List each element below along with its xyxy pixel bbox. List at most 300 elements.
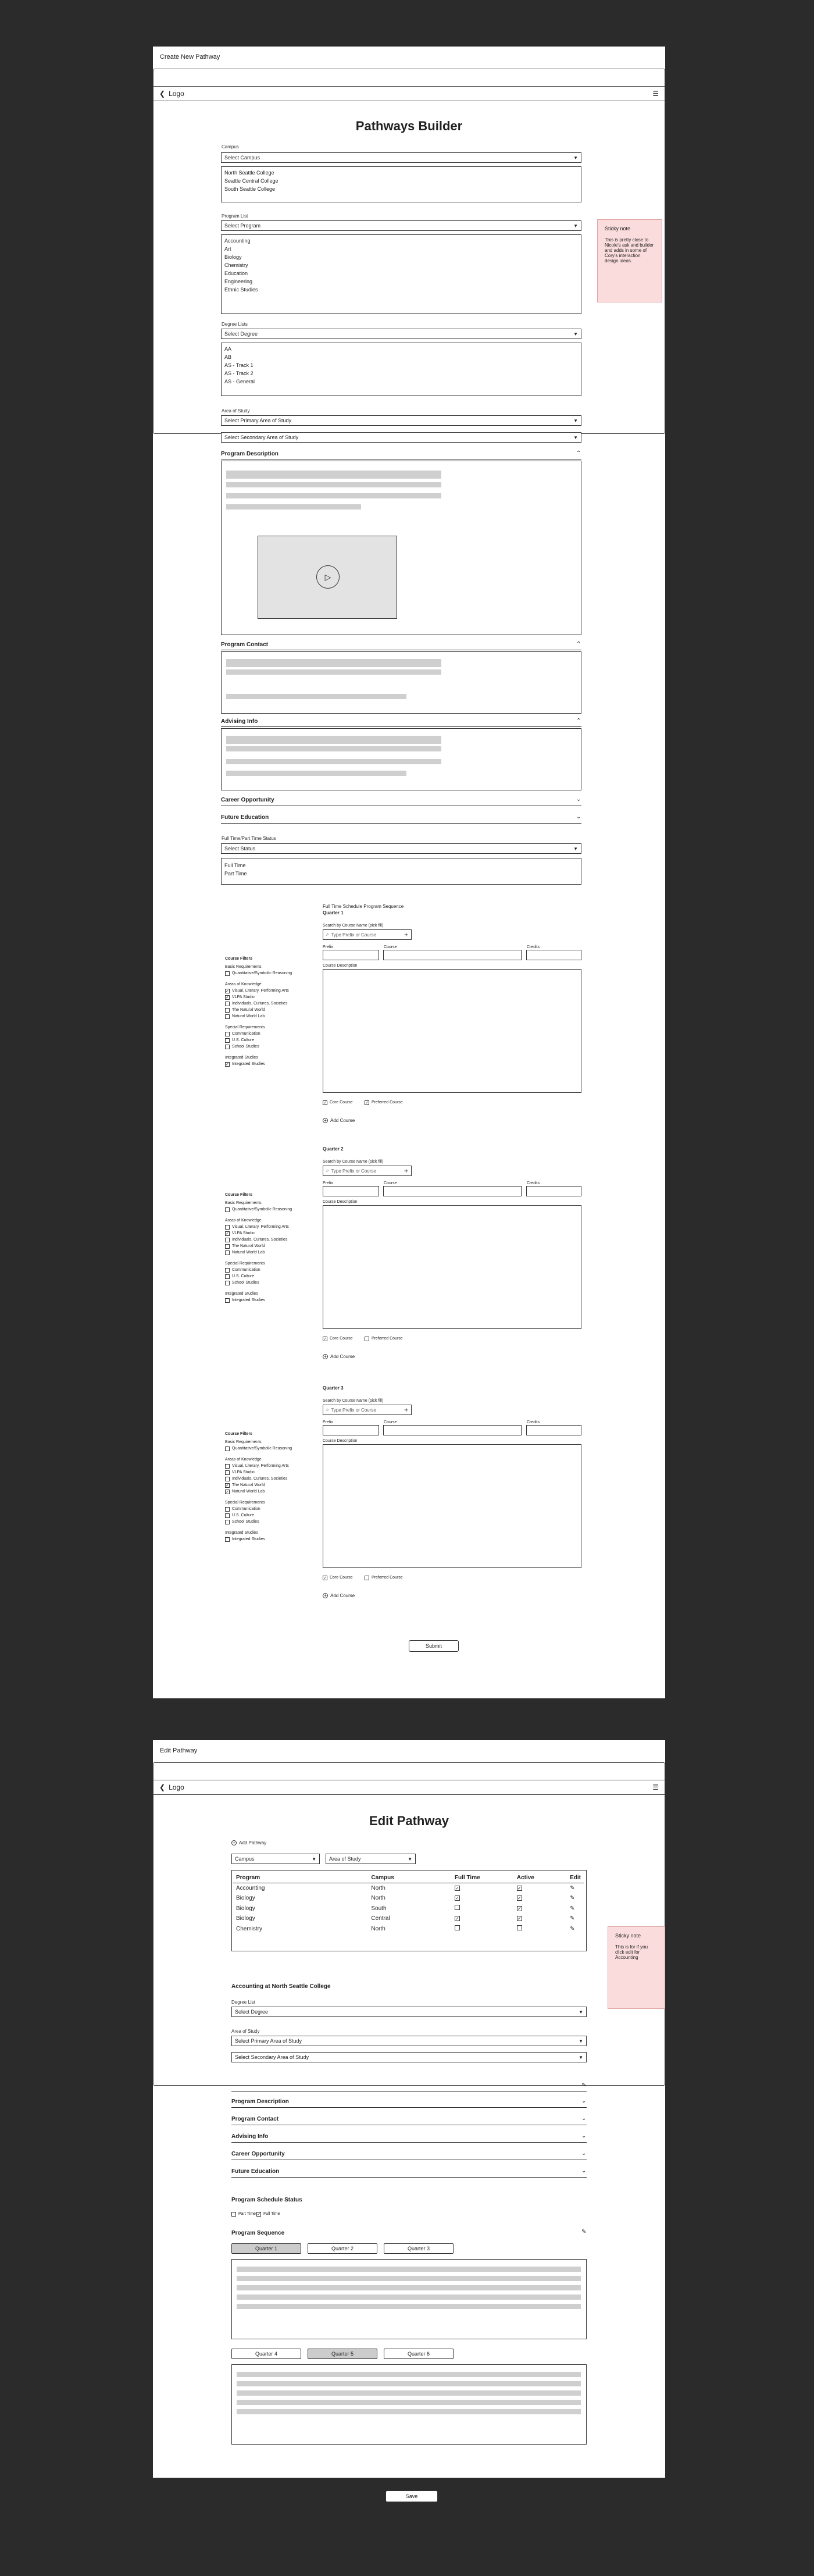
active-checkbox[interactable]: ✓: [517, 1905, 522, 1911]
filter-label: School Studies: [232, 1045, 259, 1049]
program-label: Program List: [222, 213, 248, 219]
campus-cell: South: [371, 1905, 387, 1912]
description-label: Course Description: [323, 1439, 358, 1443]
filter-label: Individuals, Cultures, Societies: [232, 1477, 288, 1481]
plus-icon[interactable]: +: [404, 1167, 408, 1175]
full-time-checkbox[interactable]: ✓: [455, 1916, 459, 1921]
logo[interactable]: Logo: [169, 90, 184, 98]
chevron-down-icon[interactable]: ⌄: [581, 2098, 587, 2104]
filter-checkbox[interactable]: ✓: [226, 1484, 229, 1488]
divider: [231, 2091, 587, 2092]
full-time-checkbox[interactable]: [455, 1905, 460, 1910]
degree-label: Degree List: [231, 2000, 255, 2005]
chevron-down-icon[interactable]: ⌄: [581, 2150, 587, 2157]
placeholder-bar: [226, 746, 441, 751]
filter-label: School Studies: [232, 1520, 259, 1524]
status-selected: Select Status: [224, 846, 256, 851]
create-pathway-frame: [153, 47, 665, 1698]
special-heading: Special Requirements: [225, 1025, 265, 1029]
program-options: [221, 234, 581, 314]
degree-options: [221, 343, 581, 396]
schedule-title: Full Time Schedule Program Sequence: [323, 904, 404, 909]
campus-cell: North: [371, 1895, 385, 1901]
filter-checkbox[interactable]: [225, 1225, 230, 1230]
schedule-status-title: Program Schedule Status: [231, 2197, 302, 2203]
placeholder-bar: [237, 2409, 581, 2414]
filter-label: Individuals, Cultures, Societies: [232, 1238, 288, 1242]
search-icon: ⌕: [326, 1168, 329, 1173]
edit-cell: [566, 1923, 584, 1934]
section-program-contact[interactable]: Program Contact: [221, 642, 269, 648]
caret-down-icon: ▼: [579, 2038, 583, 2044]
chevron-down-icon[interactable]: ⌄: [576, 796, 581, 803]
tab-quarter[interactable]: Quarter 6: [384, 2349, 454, 2359]
prefix-input[interactable]: [323, 950, 379, 960]
full-time-checkbox[interactable]: ✓: [257, 2212, 260, 2217]
chevron-up-icon[interactable]: ⌃: [576, 450, 581, 457]
sequence-panel-2: [231, 2364, 587, 2445]
course-description-input[interactable]: [323, 1205, 581, 1329]
credits-input[interactable]: [526, 1186, 581, 1196]
full-time-checkbox[interactable]: ✓: [455, 1896, 459, 1901]
course-description-input[interactable]: [323, 1444, 581, 1568]
play-icon[interactable]: ▷: [316, 565, 340, 589]
preferred-course-checkbox[interactable]: [365, 1337, 369, 1341]
core-course-checkbox[interactable]: ✓: [323, 1101, 327, 1105]
course-input[interactable]: [383, 1425, 522, 1435]
filter-checkbox[interactable]: [225, 1281, 230, 1285]
prefix-input[interactable]: [323, 1186, 379, 1196]
chevron-down-icon[interactable]: ⌄: [581, 2168, 587, 2174]
area-filter-value: Area of Study: [329, 1856, 361, 1862]
filter-checkbox[interactable]: ✓: [226, 996, 229, 1000]
placeholder-bar: [226, 669, 441, 675]
filter-checkbox[interactable]: [225, 1464, 230, 1469]
navbar: [153, 1780, 665, 1795]
active-cell: [513, 1914, 566, 1923]
divider: [221, 726, 581, 727]
secondary-area-select[interactable]: [231, 2052, 587, 2062]
placeholder-bar: [237, 2285, 581, 2290]
preferred-course-label: Preferred Course: [372, 1337, 403, 1341]
filter-checkbox[interactable]: [225, 1014, 230, 1019]
full-time-cell: [451, 1883, 513, 1894]
placeholder-bar: [237, 2400, 581, 2405]
filter-label: U.S. Culture: [232, 1274, 255, 1278]
core-course-label: Core Course: [330, 1100, 353, 1104]
search-icon: ⌕: [326, 932, 329, 937]
filter-checkbox[interactable]: [225, 1032, 230, 1036]
tab-quarter[interactable]: Quarter 4: [231, 2349, 301, 2359]
primary-area-select[interactable]: [231, 2036, 587, 2046]
full-time-checkbox[interactable]: [455, 1925, 460, 1930]
add-course-button[interactable]: [323, 1593, 355, 1598]
edit-cell: [566, 1883, 584, 1894]
tab-quarter[interactable]: Quarter 1: [231, 2243, 301, 2254]
filters-title: Course Filters: [225, 1193, 253, 1197]
add-pathway-button[interactable]: [231, 1840, 266, 1845]
caret-down-icon: ▼: [408, 1856, 412, 1862]
filter-checkbox[interactable]: ✓: [226, 989, 229, 993]
degree-option[interactable]: AB: [224, 354, 232, 360]
program-option[interactable]: Ethnic Studies: [224, 287, 258, 293]
section-program-description[interactable]: Program Description: [231, 2098, 289, 2105]
course-input[interactable]: [383, 950, 522, 960]
filter-checkbox[interactable]: [225, 1207, 230, 1212]
filter-label: Quantitative/Symbolic Reasoning: [232, 1446, 292, 1451]
add-course-label: Add Course: [330, 1118, 355, 1123]
active-checkbox[interactable]: ✓: [517, 1886, 522, 1891]
chevron-left-icon[interactable]: ❮: [159, 90, 166, 98]
full-time-cell: [451, 1893, 513, 1903]
filter-checkbox[interactable]: [225, 1238, 230, 1242]
preferred-course-label: Preferred Course: [372, 1576, 403, 1580]
program-select[interactable]: [221, 220, 581, 231]
placeholder-bar: [226, 659, 441, 667]
section-advising-info[interactable]: Advising Info: [221, 718, 258, 725]
placeholder-bar: [226, 694, 406, 699]
status-label: Full Time/Part Time Status: [222, 836, 276, 841]
program-cell: Accounting: [236, 1885, 265, 1891]
table-header: Campus: [367, 1873, 451, 1883]
pathway-table: [233, 1873, 584, 1934]
filter-checkbox[interactable]: [225, 1038, 230, 1043]
basic-requirements-heading: Basic Requirements: [225, 1201, 262, 1205]
caret-down-icon: ▼: [573, 846, 578, 851]
sticky-title: Sticky note: [615, 1933, 641, 1939]
plus-icon[interactable]: +: [404, 931, 408, 939]
preferred-course-checkbox[interactable]: [365, 1576, 369, 1580]
table-row[interactable]: [233, 1903, 584, 1914]
active-cell: [513, 1903, 566, 1914]
campus-cell: North: [371, 1885, 385, 1891]
credits-input[interactable]: [526, 950, 581, 960]
edit-cell: [566, 1914, 584, 1923]
active-cell: [513, 1883, 566, 1894]
chevron-up-icon[interactable]: ⌃: [576, 641, 581, 647]
advising-content: [221, 728, 581, 790]
filter-label: The Natural World: [232, 1008, 265, 1012]
pencil-icon[interactable]: ✎: [570, 1915, 575, 1922]
preferred-course-label: Preferred Course: [372, 1100, 403, 1104]
active-checkbox[interactable]: ✓: [517, 1916, 522, 1921]
filter-checkbox[interactable]: [225, 1045, 230, 1049]
filter-label: U.S. Culture: [232, 1038, 255, 1042]
program-option[interactable]: Biology: [224, 254, 242, 260]
filter-checkbox[interactable]: ✓: [226, 1063, 229, 1067]
areas-heading: Areas of Knowledge: [225, 1218, 262, 1223]
filter-label: Individuals, Cultures, Societies: [232, 1002, 288, 1006]
prefix-input[interactable]: [323, 1425, 379, 1435]
table-header: Program: [233, 1873, 367, 1883]
submit-button[interactable]: Submit: [409, 1640, 459, 1652]
tab-quarter[interactable]: Quarter 3: [384, 2243, 454, 2254]
page-title: Pathways Builder: [355, 119, 463, 133]
active-checkbox[interactable]: ✓: [517, 1896, 522, 1901]
primary-area-select[interactable]: [221, 415, 581, 426]
degree-option[interactable]: AS - General: [224, 379, 255, 384]
save-button[interactable]: Save: [385, 2491, 438, 2502]
logo[interactable]: Logo: [169, 1783, 184, 1791]
placeholder-bar: [226, 759, 441, 764]
full-time-cell: [451, 1914, 513, 1923]
core-course-checkbox[interactable]: ✓: [323, 1337, 327, 1341]
filter-checkbox[interactable]: [225, 1537, 230, 1542]
secondary-area-selected: Select Secondary Area of Study: [235, 2054, 309, 2060]
divider: [231, 2177, 587, 2178]
degree-option[interactable]: AS - Track 2: [224, 370, 254, 376]
program-cell: Biology: [236, 1905, 255, 1912]
primary-area-selected: Select Primary Area of Study: [224, 418, 292, 423]
course-search[interactable]: [323, 1166, 412, 1176]
filter-label: Visual, Literary, Performing Arts: [232, 1464, 289, 1468]
program-option[interactable]: Art: [224, 246, 231, 252]
filter-checkbox[interactable]: [225, 1002, 230, 1006]
filter-checkbox[interactable]: [225, 1446, 230, 1451]
filter-checkbox[interactable]: [225, 1298, 230, 1303]
program-selected: Select Program: [224, 223, 261, 229]
table-row[interactable]: [233, 1914, 584, 1923]
filter-checkbox[interactable]: ✓: [226, 1232, 229, 1236]
table-row[interactable]: [233, 1883, 584, 1894]
campus-cell: North: [371, 1925, 385, 1932]
degree-select[interactable]: [231, 2007, 587, 2017]
search-icon: ⌕: [326, 1407, 329, 1412]
status-option[interactable]: Full Time: [224, 863, 246, 868]
filter-label: Natural World Lab: [232, 1014, 265, 1018]
full-time-cell: [451, 1903, 513, 1914]
filter-checkbox[interactable]: [225, 1274, 230, 1279]
campus-filter[interactable]: [231, 1854, 320, 1864]
integrated-heading: Integrated Studies: [225, 1531, 258, 1535]
sequence-panel-1: [231, 2259, 587, 2339]
filter-label: Natural World Lab: [232, 1250, 265, 1255]
prefix-label: Prefix: [323, 945, 333, 949]
core-course-label: Core Course: [330, 1337, 353, 1341]
section-program-contact[interactable]: Program Contact: [231, 2116, 279, 2122]
active-cell: [513, 1893, 566, 1903]
filter-checkbox[interactable]: ✓: [226, 1490, 229, 1494]
quarter-title: Quarter 1: [323, 910, 344, 915]
campus-option[interactable]: Seattle Central College: [224, 178, 279, 184]
status-select[interactable]: [221, 843, 581, 854]
filter-checkbox[interactable]: [225, 1470, 230, 1475]
plus-icon[interactable]: +: [404, 1406, 408, 1414]
program-option[interactable]: Engineering: [224, 279, 253, 284]
chevron-up-icon[interactable]: ⌃: [576, 718, 581, 724]
caret-down-icon: ▼: [573, 155, 578, 161]
filters-title: Course Filters: [225, 1432, 253, 1436]
filter-label: School Studies: [232, 1281, 259, 1285]
section-career-opportunity[interactable]: Career Opportunity: [221, 797, 274, 803]
caret-down-icon: ▼: [573, 331, 578, 337]
secondary-area-selected: Select Secondary Area of Study: [224, 434, 299, 440]
filter-checkbox[interactable]: [225, 1507, 230, 1512]
campus-select[interactable]: [221, 152, 581, 163]
search-label: Search by Course Name (pick fill): [323, 924, 384, 928]
add-course-button[interactable]: [323, 1118, 355, 1123]
program-cell: Chemistry: [236, 1925, 263, 1932]
pencil-icon[interactable]: ✎: [570, 1905, 575, 1912]
section-program-description[interactable]: Program Description: [221, 451, 279, 457]
edit-cell: [566, 1893, 584, 1903]
placeholder-bar: [226, 471, 441, 479]
part-time-checkbox[interactable]: [231, 2212, 236, 2217]
description-content: [221, 461, 581, 635]
filter-label: VLPA Studio: [232, 995, 255, 999]
chevron-left-icon[interactable]: ❮: [159, 1783, 166, 1791]
search-placeholder: Type Prefix or Course: [331, 1168, 376, 1174]
add-course-label: Add Course: [330, 1593, 355, 1598]
core-course-label: Core Course: [330, 1576, 353, 1580]
area-filter[interactable]: [326, 1854, 416, 1864]
table-row[interactable]: [233, 1893, 584, 1903]
placeholder-bar: [237, 2267, 581, 2272]
edit-cell: [566, 1903, 584, 1914]
sticky-note: [597, 219, 662, 302]
course-label: Course: [384, 945, 397, 949]
placeholder-bar: [237, 2390, 581, 2396]
degree-option[interactable]: AS - Track 1: [224, 362, 254, 368]
core-course-checkbox[interactable]: ✓: [323, 1576, 327, 1580]
placeholder-bar: [237, 2372, 581, 2377]
chevron-down-icon[interactable]: ⌄: [581, 2133, 587, 2139]
filter-checkbox[interactable]: [225, 1268, 230, 1273]
preferred-course-checkbox[interactable]: ✓: [365, 1101, 369, 1105]
section-advising-info[interactable]: Advising Info: [231, 2133, 269, 2140]
pencil-icon[interactable]: ✎: [570, 1895, 575, 1901]
credits-input[interactable]: [526, 1425, 581, 1435]
filter-label: Visual, Literary, Performing Arts: [232, 1225, 289, 1229]
status-options: [221, 858, 581, 885]
degree-option[interactable]: AA: [224, 346, 232, 352]
filter-label: Integrated Studies: [232, 1062, 265, 1066]
pencil-icon[interactable]: ✎: [581, 2229, 587, 2235]
campus-option[interactable]: South Seattle College: [224, 186, 276, 192]
chevron-down-icon[interactable]: ⌄: [581, 2115, 587, 2122]
credits-label: Credits: [527, 1420, 540, 1424]
campus-cell: Central: [371, 1915, 390, 1922]
filter-checkbox[interactable]: [225, 1244, 230, 1249]
filter-checkbox[interactable]: [225, 1477, 230, 1481]
pencil-icon[interactable]: ✎: [570, 1925, 575, 1932]
sticky-body: This is for if you click edit for Accounting: [615, 1944, 648, 1960]
pencil-icon[interactable]: ✎: [570, 1885, 575, 1891]
course-search[interactable]: [323, 1405, 412, 1415]
contact-content: [221, 651, 581, 714]
program-option[interactable]: Accounting: [224, 238, 251, 244]
description-label: Course Description: [323, 1200, 358, 1204]
tab-quarter[interactable]: Quarter 5: [308, 2349, 377, 2359]
placeholder-bar: [226, 493, 441, 498]
search-placeholder: Type Prefix or Course: [331, 1407, 376, 1413]
program-cell: Biology: [236, 1915, 255, 1922]
full-time-checkbox[interactable]: ✓: [455, 1886, 459, 1891]
degree-label: Degree Lists: [222, 322, 248, 327]
filter-label: VLPA Studio: [232, 1231, 255, 1235]
campus-selected: Select Campus: [224, 155, 260, 161]
filter-label: The Natural World: [232, 1244, 265, 1248]
section-career-opportunity[interactable]: Career Opportunity: [231, 2151, 285, 2157]
course-search[interactable]: [323, 929, 412, 940]
placeholder-bar: [237, 2276, 581, 2281]
tab-quarter[interactable]: Quarter 2: [308, 2243, 377, 2254]
placeholder-bar: [226, 482, 441, 487]
add-course-button[interactable]: [323, 1354, 355, 1359]
page-title: Edit Pathway: [369, 1813, 449, 1828]
sticky-title: Sticky note: [605, 226, 631, 231]
degree-select[interactable]: [221, 329, 581, 339]
table-header: Active: [513, 1873, 566, 1883]
filter-checkbox[interactable]: [225, 971, 230, 976]
placeholder-bar: [237, 2381, 581, 2386]
program-sequence-title: Program Sequence: [231, 2230, 285, 2236]
quarter-title: Quarter 2: [323, 1146, 344, 1152]
chevron-down-icon[interactable]: ⌄: [576, 814, 581, 820]
campus-option[interactable]: North Seattle College: [224, 170, 274, 176]
areas-heading: Areas of Knowledge: [225, 982, 262, 986]
integrated-heading: Integrated Studies: [225, 1056, 258, 1060]
placeholder-bar: [237, 2294, 581, 2300]
course-label: Course: [384, 1181, 397, 1185]
caret-down-icon: ▼: [579, 2009, 583, 2015]
filter-checkbox[interactable]: [225, 1250, 230, 1255]
search-label: Search by Course Name (pick fill): [323, 1160, 384, 1164]
prefix-label: Prefix: [323, 1420, 333, 1424]
course-description-input[interactable]: [323, 969, 581, 1093]
status-option[interactable]: Part Time: [224, 871, 247, 877]
filter-label: Integrated Studies: [232, 1537, 265, 1541]
filter-checkbox[interactable]: [225, 1513, 230, 1518]
basic-requirements-heading: Basic Requirements: [225, 965, 262, 969]
degree-selected: Select Degree: [235, 2009, 269, 2015]
description-label: Course Description: [323, 964, 358, 968]
program-option[interactable]: Education: [224, 270, 248, 276]
program-option[interactable]: Chemistry: [224, 262, 248, 268]
filter-label: Integrated Studies: [232, 1298, 265, 1302]
caret-down-icon: ▼: [573, 434, 578, 440]
credits-label: Credits: [527, 945, 540, 949]
table-row[interactable]: [233, 1923, 584, 1934]
hamburger-icon[interactable]: ☰: [652, 90, 659, 98]
filter-checkbox[interactable]: [225, 1008, 230, 1013]
course-input[interactable]: [383, 1186, 522, 1196]
special-heading: Special Requirements: [225, 1501, 265, 1505]
secondary-area-select[interactable]: [221, 432, 581, 443]
placeholder-bar: [226, 771, 406, 776]
credits-label: Credits: [527, 1181, 540, 1185]
filter-label: Communication: [232, 1032, 260, 1036]
active-checkbox[interactable]: [517, 1925, 522, 1930]
section-future-education[interactable]: Future Education: [231, 2168, 280, 2175]
filter-label: Visual, Literary, Performing Arts: [232, 989, 289, 993]
plus-icon: +: [323, 1593, 328, 1598]
caret-down-icon: ▼: [573, 418, 578, 423]
search-label: Search by Course Name (pick fill): [323, 1399, 384, 1403]
placeholder-bar: [226, 736, 441, 744]
navbar: [153, 86, 665, 101]
video-player[interactable]: [258, 536, 397, 619]
part-time-label: Part Time: [238, 2212, 256, 2216]
plus-icon: +: [323, 1354, 328, 1359]
section-future-education[interactable]: Future Education: [221, 814, 269, 821]
filter-label: Communication: [232, 1507, 260, 1511]
filter-checkbox[interactable]: [225, 1520, 230, 1524]
course-label: Course: [384, 1420, 397, 1424]
pencil-icon[interactable]: ✎: [581, 2082, 587, 2089]
hamburger-icon[interactable]: ☰: [652, 1783, 659, 1791]
divider: [221, 823, 581, 824]
